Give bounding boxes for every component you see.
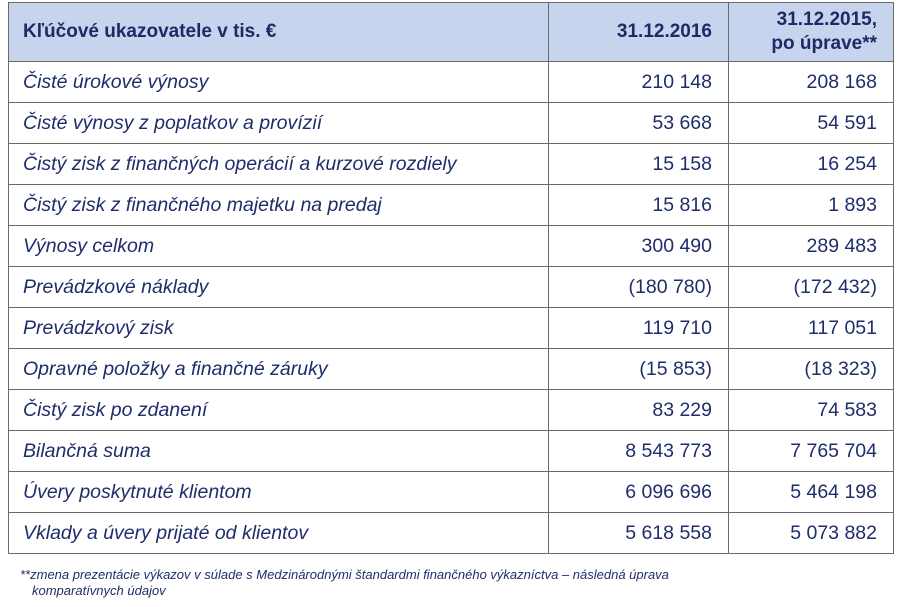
header-2016: 31.12.2016 <box>549 3 729 62</box>
footnote-line1: **zmena prezentácie výkazov v súlade s Medzinárodnými štandardmi finančného výkazníctva – následná úprava <box>20 567 669 582</box>
value-2015: (18 323) <box>729 349 894 390</box>
table-row <box>9 513 894 554</box>
value-2016: 119 710 <box>549 308 729 349</box>
value-2015: 74 583 <box>729 390 894 431</box>
value-2016: 6 096 696 <box>549 472 729 513</box>
table-row <box>9 431 894 472</box>
value-2016: (15 853) <box>549 349 729 390</box>
table-body <box>9 62 894 554</box>
row-label: Čisté úrokové výnosy <box>9 62 549 103</box>
value-2015: (172 432) <box>729 267 894 308</box>
header-2015 <box>729 3 894 62</box>
row-label: Čistý zisk z finančného majetku na predaj <box>9 185 549 226</box>
table-row <box>9 308 894 349</box>
row-label: Čisté výnosy z poplatkov a provízií <box>9 103 549 144</box>
table-row <box>9 349 894 390</box>
value-2015: 1 893 <box>729 185 894 226</box>
row-label: Čistý zisk po zdanení <box>9 390 549 431</box>
value-2016: 83 229 <box>549 390 729 431</box>
header-label: Kľúčové ukazovatele v tis. € <box>9 3 549 62</box>
value-2016: 300 490 <box>549 226 729 267</box>
row-label: Čistý zisk z finančných operácií a kurzové rozdiely <box>9 144 549 185</box>
value-2015: 5 073 882 <box>729 513 894 554</box>
row-label: Výnosy celkom <box>9 226 549 267</box>
value-2015: 54 591 <box>729 103 894 144</box>
value-2016: 15 158 <box>549 144 729 185</box>
value-2016: (180 780) <box>549 267 729 308</box>
row-label: Prevádzkový zisk <box>9 308 549 349</box>
table-row <box>9 144 894 185</box>
value-2015: 5 464 198 <box>729 472 894 513</box>
value-2016: 210 148 <box>549 62 729 103</box>
table-row <box>9 226 894 267</box>
row-label: Úvery poskytnuté klientom <box>9 472 549 513</box>
value-2015: 208 168 <box>729 62 894 103</box>
value-2016: 5 618 558 <box>549 513 729 554</box>
row-label: Vklady a úvery prijaté od klientov <box>9 513 549 554</box>
table-row <box>9 390 894 431</box>
row-label: Bilančná suma <box>9 431 549 472</box>
table-row <box>9 472 894 513</box>
row-label: Opravné položky a finančné záruky <box>9 349 549 390</box>
table-header <box>9 3 894 62</box>
row-label: Prevádzkové náklady <box>9 267 549 308</box>
value-2016: 15 816 <box>549 185 729 226</box>
table-row <box>9 62 894 103</box>
footnote-line2: komparatívnych údajov <box>32 583 166 598</box>
footnote <box>20 567 880 599</box>
table-row <box>9 185 894 226</box>
table-row <box>9 267 894 308</box>
value-2016: 8 543 773 <box>549 431 729 472</box>
value-2015: 289 483 <box>729 226 894 267</box>
key-indicators-table <box>8 2 894 554</box>
value-2016: 53 668 <box>549 103 729 144</box>
value-2015: 117 051 <box>729 308 894 349</box>
value-2015: 16 254 <box>729 144 894 185</box>
header-2015-line1: 31.12.2015, <box>776 9 877 30</box>
value-2015: 7 765 704 <box>729 431 894 472</box>
header-2015-line2: po úprave** <box>771 33 877 54</box>
table-row <box>9 103 894 144</box>
